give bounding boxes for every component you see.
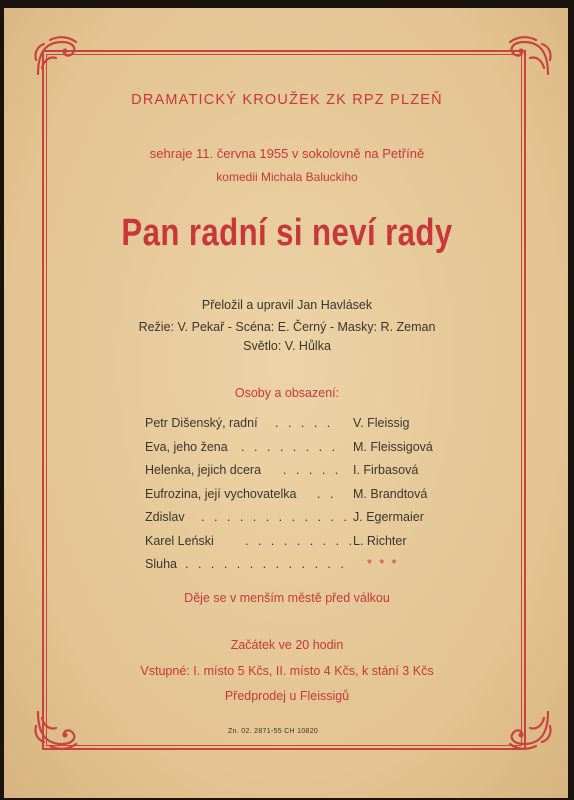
cast-role: Zdislav [145,510,185,524]
admission-line: Vstupné: I. místo 5 Kčs, II. místo 4 Kčs, k stání 3 Kčs [140,664,434,678]
light-line: Světlo: V. Hůlka [243,339,331,353]
cast-row [145,463,445,487]
cast-actor: I. Firbasová [353,463,419,477]
cast-dots: . . . . . . . . . . . . [201,510,350,524]
corner-ornament-icon [498,706,554,752]
cast-dots: . . [317,486,337,501]
corner-ornament-icon [32,706,88,752]
cast-heading: Osoby a obsazení: [234,386,340,400]
translator-line: Přeložil a upravil Jan Havlásek [201,298,373,312]
cast-actor: J. Egermaier [353,510,424,524]
cast-actor: L. Richter [353,533,407,548]
cast-role: Eufrozina, její vychovatelka [145,486,297,501]
cast-actor: M. Fleissigová [353,439,433,454]
cast-list [145,416,445,581]
cast-actor: V. Fleissig [353,416,410,430]
author-line: komedii Michala Baluckiho [216,170,358,184]
cast-row [145,557,445,581]
corner-ornament-icon [32,34,88,80]
club-header: DRAMATICKÝ KROUŽEK ZK RPZ PLZEŇ [131,92,443,108]
start-line: Začátek ve 20 hodin [230,638,344,652]
crew-line: Režie: V. Pekař - Scéna: E. Černý - Masky: R. Zeman [138,320,436,334]
cast-row [145,416,445,440]
presale-line: Předprodej u Fleissigů [224,689,350,703]
cast-role: Sluha [145,557,177,571]
play-title: Pan radní si neví rady [121,212,453,254]
cast-dots: . . . . . . . . . . . . . [185,557,347,571]
cast-role: Petr Dišenský, radní [145,416,258,430]
cast-dots: . . . . . [283,463,342,477]
cast-dots: . . . . . [275,416,334,430]
cast-dots: . . . . . . . . [241,439,339,454]
cast-row [145,510,445,534]
cast-actor: M. Brandtová [353,486,428,501]
cast-role: Karel Leński [145,533,214,548]
performance-line: sehraje 11. června 1955 v sokolovně na Petříně [149,146,425,161]
cast-row [145,440,445,464]
setting-line: Děje se v menším městě před válkou [184,591,390,605]
cast-role: Eva, jeho žena [145,439,228,454]
cast-row [145,487,445,511]
cast-actor: * * * [367,557,399,571]
cast-dots: . . . . . . . . . [245,533,356,548]
cast-row [145,534,445,558]
print-code: Zn. 02. 2871-55 CH 10820 [228,728,319,735]
corner-ornament-icon [498,34,554,80]
cast-role: Helenka, jejich dcera [145,463,262,477]
